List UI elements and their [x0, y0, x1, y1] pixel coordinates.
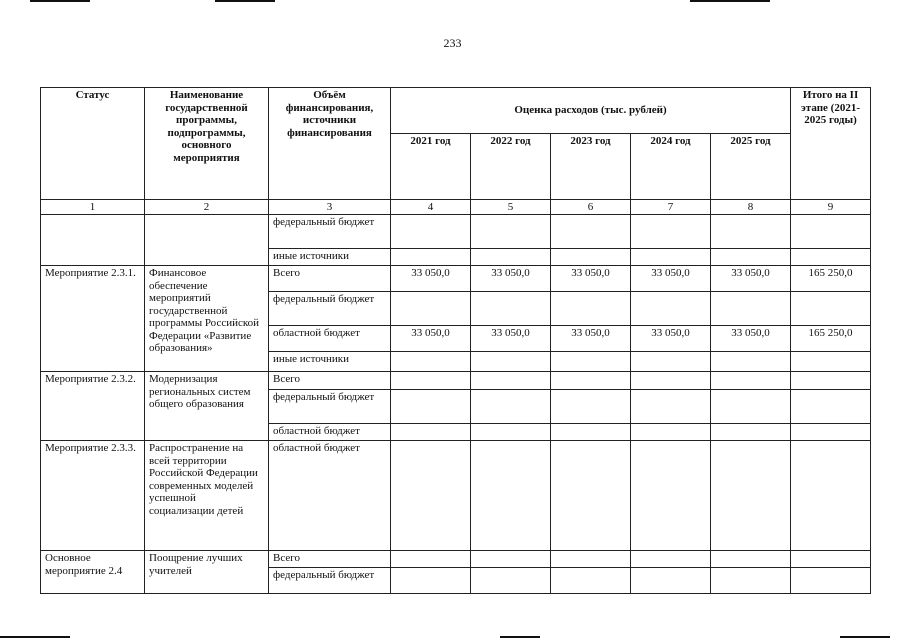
source-cell: федеральный бюджет: [269, 390, 391, 424]
source-cell: Всего: [269, 551, 391, 568]
value-cell: 33 050,0: [471, 266, 551, 292]
total-cell: 165 250,0: [791, 326, 871, 352]
source-cell: областной бюджет: [269, 326, 391, 352]
column-numbers-row: [41, 200, 871, 215]
column-number: 4: [391, 200, 471, 215]
total-cell: 165 250,0: [791, 266, 871, 292]
status-cell: [41, 215, 145, 266]
bottom-edge-mark: [840, 636, 890, 638]
column-number: 6: [551, 200, 631, 215]
table-row: [41, 266, 871, 292]
name-cell: Поощрение лучших учителей: [145, 551, 269, 594]
table-row: [41, 441, 871, 551]
source-cell: федеральный бюджет: [269, 292, 391, 326]
header-name: Наименование государственной программы, подпрограммы, основного мероприятия: [145, 88, 269, 200]
table-row: [41, 372, 871, 390]
source-cell: областной бюджет: [269, 441, 391, 551]
bottom-edge-mark: [0, 636, 70, 638]
name-cell: Модернизация региональных систем общего образования: [145, 372, 269, 441]
top-edge-mark: [690, 0, 770, 2]
status-cell: Мероприятие 2.3.2.: [41, 372, 145, 441]
column-number: 1: [41, 200, 145, 215]
source-cell: иные источники: [269, 249, 391, 266]
header-volume: Объём финансирования, источники финансирования: [269, 88, 391, 200]
header-row: [41, 88, 871, 134]
source-cell: федеральный бюджет: [269, 568, 391, 594]
status-cell: Основное мероприятие 2.4: [41, 551, 145, 594]
page-number: 233: [443, 36, 462, 50]
value-cell: 33 050,0: [391, 266, 471, 292]
column-number: 7: [631, 200, 711, 215]
name-cell: Финансовое обеспечение мероприятий государственной программы Российской Федерации «Развитие образования»: [145, 266, 269, 372]
status-cell: Мероприятие 2.3.1.: [41, 266, 145, 372]
column-number: 3: [269, 200, 391, 215]
value-cell: 33 050,0: [631, 266, 711, 292]
column-number: 8: [711, 200, 791, 215]
value-cell: 33 050,0: [711, 326, 791, 352]
value-cell: 33 050,0: [471, 326, 551, 352]
value-cell: 33 050,0: [551, 326, 631, 352]
value-cell: 33 050,0: [391, 326, 471, 352]
header-year: 2021 год: [391, 134, 471, 200]
header-year: 2022 год: [471, 134, 551, 200]
column-number: 2: [145, 200, 269, 215]
source-cell: Всего: [269, 372, 391, 390]
header-year: 2025 год: [711, 134, 791, 200]
header-year: 2024 год: [631, 134, 711, 200]
value-cell: 33 050,0: [711, 266, 791, 292]
top-edge-mark: [215, 0, 275, 2]
header-status: Статус: [41, 88, 145, 200]
header-total: Итого на II этапе (2021-2025 годы): [791, 88, 871, 200]
bottom-edge-mark: [500, 636, 540, 638]
status-cell: Мероприятие 2.3.3.: [41, 441, 145, 551]
source-cell: Всего: [269, 266, 391, 292]
source-cell: иные источники: [269, 352, 391, 372]
name-cell: Распространение на всей территории Российской Федерации современных моделей успешной социализации детей: [145, 441, 269, 551]
header-expenses: Оценка расходов (тыс. рублей): [391, 88, 791, 134]
financing-table: [40, 87, 871, 594]
column-number: 5: [471, 200, 551, 215]
value-cell: 33 050,0: [631, 326, 711, 352]
column-number: 9: [791, 200, 871, 215]
name-cell: [145, 215, 269, 266]
source-cell: областной бюджет: [269, 424, 391, 441]
table-row: [41, 551, 871, 568]
source-cell: федеральный бюджет: [269, 215, 391, 249]
value-cell: 33 050,0: [551, 266, 631, 292]
table-row: [41, 215, 871, 249]
header-year: 2023 год: [551, 134, 631, 200]
top-edge-mark: [30, 0, 90, 2]
